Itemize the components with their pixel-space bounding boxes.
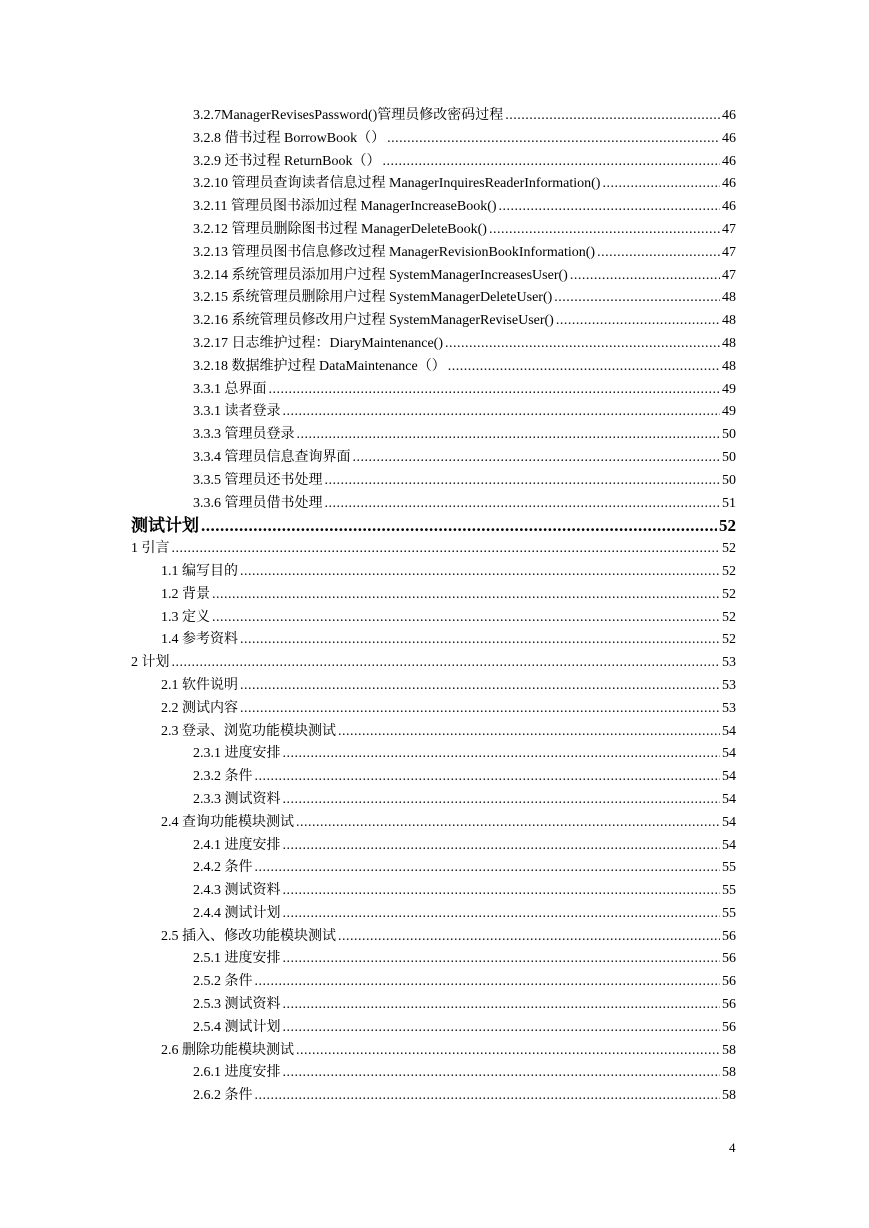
toc-leader-dots — [212, 607, 720, 630]
toc-leader-dots — [338, 926, 720, 949]
toc-entry-title: 2.6.1 进度安排 — [193, 1065, 281, 1081]
toc-entry-title: 3.2.18 数据维护过程 DataMaintenance（） — [193, 358, 446, 374]
toc-entry-page: 56 — [722, 951, 736, 967]
toc-entry[interactable] — [0, 173, 869, 196]
toc-leader-dots — [296, 812, 720, 835]
toc-entry[interactable] — [0, 880, 869, 903]
toc-entry-page: 52 — [722, 632, 736, 648]
toc-entry-title: 3.2.14 系统管理员添加用户过程 SystemManagerIncreasesUser() — [193, 267, 568, 283]
toc-entry-page: 53 — [722, 700, 736, 716]
toc-entry-title: 2.4 查询功能模块测试 — [161, 814, 294, 830]
toc-entry-page: 48 — [722, 335, 736, 351]
toc-entry[interactable] — [0, 1062, 869, 1085]
toc-leader-dots — [240, 698, 720, 721]
toc-leader-dots — [212, 584, 720, 607]
toc-entry-title: 2.2 测试内容 — [161, 700, 238, 716]
toc-entry-title: 2.5.4 测试计划 — [193, 1019, 281, 1035]
toc-leader-dots — [240, 629, 720, 652]
toc-leader-dots — [556, 310, 720, 333]
toc-entry[interactable] — [0, 721, 869, 744]
toc-entry-page: 55 — [722, 905, 736, 921]
toc-entry-page: 48 — [722, 358, 736, 374]
toc-leader-dots — [382, 151, 720, 174]
toc-entry-title: 3.2.15 系统管理员删除用户过程 SystemManagerDeleteUser() — [193, 290, 553, 306]
toc-entry-title: 2 计划 — [131, 655, 170, 671]
toc-entry-page: 54 — [722, 814, 736, 830]
toc-entry-page: 56 — [722, 997, 736, 1013]
toc-entry-page: 46 — [722, 176, 736, 192]
toc-entry[interactable] — [0, 584, 869, 607]
toc-entry[interactable] — [0, 470, 869, 493]
toc-entry-title: 2.1 软件说明 — [161, 677, 238, 693]
toc-leader-dots — [297, 424, 721, 447]
toc-entry-page: 48 — [722, 290, 736, 306]
toc-entry-title: 3.2.11 管理员图书添加过程 ManagerIncreaseBook() — [193, 199, 497, 215]
toc-entry-page: 54 — [722, 837, 736, 853]
toc-entry[interactable] — [0, 242, 869, 265]
toc-entry-title: 1 引言 — [131, 541, 170, 557]
toc-leader-dots — [283, 789, 721, 812]
toc-entry-title: 3.2.10 管理员查询读者信息过程 ManagerInquiresReaderInformation() — [193, 176, 601, 192]
toc-entry[interactable] — [0, 835, 869, 858]
toc-entry[interactable] — [0, 1085, 869, 1108]
toc-entry[interactable] — [0, 812, 869, 835]
toc-leader-dots — [489, 219, 720, 242]
toc-leader-dots — [353, 447, 721, 470]
toc-leader-dots — [554, 287, 720, 310]
toc-entry-page: 51 — [722, 495, 736, 511]
toc-leader-dots — [445, 333, 720, 356]
toc-entry[interactable] — [0, 971, 869, 994]
toc-entry-page: 58 — [722, 1088, 736, 1104]
toc-leader-dots — [255, 971, 721, 994]
toc-leader-dots — [201, 515, 717, 538]
toc-entry-title: 2.5 插入、修改功能模块测试 — [161, 928, 336, 944]
toc-entry[interactable] — [0, 1040, 869, 1063]
toc-entry-page: 58 — [722, 1065, 736, 1081]
toc-entry-page: 58 — [722, 1042, 736, 1058]
toc-leader-dots — [387, 128, 720, 151]
toc-entry-title: 2.4.2 条件 — [193, 860, 253, 876]
toc-leader-dots — [283, 948, 721, 971]
toc-entry[interactable] — [0, 743, 869, 766]
toc-entry-title: 3.3.1 读者登录 — [193, 404, 281, 420]
toc-entry-page: 46 — [722, 153, 736, 169]
toc-entry-title: 2.3.3 测试资料 — [193, 791, 281, 807]
toc-entry-page: 56 — [722, 928, 736, 944]
table-of-contents — [0, 105, 869, 1108]
toc-entry-title: 2.6.2 条件 — [193, 1088, 253, 1104]
toc-entry-title: 2.5.2 条件 — [193, 974, 253, 990]
toc-leader-dots — [505, 105, 720, 128]
toc-entry-page: 50 — [722, 449, 736, 465]
toc-entry-title: 1.2 背景 — [161, 586, 210, 602]
toc-entry[interactable] — [0, 310, 869, 333]
toc-entry[interactable] — [0, 1017, 869, 1040]
toc-entry[interactable] — [0, 903, 869, 926]
toc-entry[interactable] — [0, 652, 869, 675]
toc-entry[interactable] — [0, 196, 869, 219]
toc-entry-page: 47 — [722, 267, 736, 283]
toc-entry[interactable] — [0, 561, 869, 584]
toc-entry-page: 52 — [722, 586, 736, 602]
toc-leader-dots — [597, 242, 720, 265]
toc-entry-title: 2.4.4 测试计划 — [193, 905, 281, 921]
toc-entry-page: 53 — [722, 655, 736, 671]
toc-entry-title: 1.3 定义 — [161, 609, 210, 625]
toc-entry[interactable] — [0, 857, 869, 880]
toc-entry-page: 54 — [722, 791, 736, 807]
toc-leader-dots — [283, 1017, 721, 1040]
toc-entry-title: 2.3 登录、浏览功能模块测试 — [161, 723, 336, 739]
toc-leader-dots — [602, 173, 720, 196]
toc-entry-title: 2.3.1 进度安排 — [193, 746, 281, 762]
toc-leader-dots — [255, 1085, 721, 1108]
toc-entry[interactable] — [0, 493, 869, 516]
toc-leader-dots — [240, 561, 720, 584]
toc-leader-dots — [283, 743, 721, 766]
toc-entry-title: 3.3.5 管理员还书处理 — [193, 472, 323, 488]
toc-entry[interactable] — [0, 607, 869, 630]
toc-entry[interactable] — [0, 629, 869, 652]
toc-entry[interactable] — [0, 151, 869, 174]
toc-entry[interactable] — [0, 698, 869, 721]
toc-entry-title: 3.2.9 还书过程 ReturnBook（） — [193, 153, 381, 169]
toc-leader-dots — [283, 835, 721, 858]
toc-entry-page: 46 — [722, 108, 736, 123]
toc-entry-title: 2.4.3 测试资料 — [193, 883, 281, 899]
toc-entry-title: 2.6 删除功能模块测试 — [161, 1042, 294, 1058]
toc-entry-title: 2.4.1 进度安排 — [193, 837, 281, 853]
toc-entry-title: 3.3.1 总界面 — [193, 381, 267, 397]
toc-entry[interactable] — [0, 994, 869, 1017]
toc-entry-page: 52 — [722, 609, 736, 625]
toc-entry-title: 2.5.1 进度安排 — [193, 951, 281, 967]
toc-entry[interactable] — [0, 789, 869, 812]
toc-leader-dots — [296, 1040, 720, 1063]
toc-leader-dots — [240, 675, 720, 698]
toc-entry-title: 测试计划 — [131, 516, 199, 536]
toc-entry-page: 50 — [722, 472, 736, 488]
toc-entry-title: 3.2.16 系统管理员修改用户过程 SystemManagerReviseUser() — [193, 313, 554, 329]
toc-leader-dots — [448, 356, 720, 379]
toc-entry[interactable] — [0, 401, 869, 424]
toc-entry-page: 53 — [722, 677, 736, 693]
toc-leader-dots — [283, 880, 721, 903]
toc-entry-page: 46 — [722, 130, 736, 146]
toc-entry-page: 52 — [722, 541, 736, 557]
toc-entry-title: 3.3.6 管理员借书处理 — [193, 495, 323, 511]
toc-entry[interactable] — [0, 447, 869, 470]
toc-leader-dots — [325, 493, 721, 516]
toc-entry[interactable] — [0, 219, 869, 242]
toc-entry-page: 54 — [722, 723, 736, 739]
toc-leader-dots — [255, 857, 721, 880]
toc-entry-page: 46 — [722, 199, 736, 215]
toc-entry-page: 49 — [722, 381, 736, 397]
toc-entry-title: 1.4 参考资料 — [161, 632, 238, 648]
toc-entry-title: 1.1 编写目的 — [161, 563, 238, 579]
toc-entry-page: 50 — [722, 427, 736, 443]
toc-leader-dots — [172, 652, 721, 675]
toc-entry[interactable] — [0, 333, 869, 356]
toc-entry-title: 2.5.3 测试资料 — [193, 997, 281, 1013]
toc-leader-dots — [269, 379, 721, 402]
toc-leader-dots — [325, 470, 721, 493]
toc-leader-dots — [499, 196, 720, 219]
toc-entry[interactable] — [0, 424, 869, 447]
toc-entry-page: 47 — [722, 221, 736, 237]
toc-entry-title: 3.3.4 管理员信息查询界面 — [193, 449, 351, 465]
toc-entry-page: 54 — [722, 746, 736, 762]
toc-leader-dots — [172, 538, 721, 561]
toc-entry-page: 54 — [722, 769, 736, 785]
toc-leader-dots — [283, 401, 721, 424]
toc-entry-page: 48 — [722, 313, 736, 329]
toc-entry[interactable] — [0, 265, 869, 288]
toc-entry[interactable] — [0, 948, 869, 971]
page-number: 4 — [729, 1140, 736, 1155]
toc-leader-dots — [283, 994, 721, 1017]
toc-entry[interactable] — [0, 926, 869, 949]
toc-entry[interactable] — [0, 766, 869, 789]
toc-entry[interactable] — [0, 538, 869, 561]
toc-entry[interactable] — [0, 515, 869, 538]
toc-entry-page: 55 — [722, 883, 736, 899]
toc-entry-page: 56 — [722, 974, 736, 990]
toc-entry[interactable] — [0, 105, 869, 128]
toc-entry-page: 52 — [722, 563, 736, 579]
toc-leader-dots — [283, 1062, 721, 1085]
toc-entry-title: 3.2.12 管理员删除图书过程 ManagerDeleteBook() — [193, 221, 487, 237]
toc-leader-dots — [283, 903, 721, 926]
toc-leader-dots — [338, 721, 720, 744]
toc-entry-title: 3.2.13 管理员图书信息修改过程 ManagerRevisionBookInformation() — [193, 244, 596, 260]
toc-entry[interactable] — [0, 379, 869, 402]
toc-entry-page: 52 — [719, 516, 736, 536]
toc-entry-page: 49 — [722, 404, 736, 420]
toc-entry-title: 3.2.7ManagerRevisesPassword()管理员修改密码过程 — [193, 108, 504, 123]
toc-entry[interactable] — [0, 675, 869, 698]
toc-entry[interactable] — [0, 356, 869, 379]
toc-entry-page: 56 — [722, 1019, 736, 1035]
toc-entry-title: 3.2.8 借书过程 BorrowBook（） — [193, 130, 386, 146]
toc-entry-title: 3.3.3 管理员登录 — [193, 427, 295, 443]
toc-entry-page: 47 — [722, 244, 736, 260]
toc-entry[interactable] — [0, 287, 869, 310]
toc-entry-title: 3.2.17 日志维护过程：DiaryMaintenance() — [193, 335, 443, 351]
toc-entry-page: 55 — [722, 860, 736, 876]
toc-leader-dots — [255, 766, 721, 789]
toc-entry[interactable] — [0, 128, 869, 151]
toc-leader-dots — [570, 265, 720, 288]
toc-entry-title: 2.3.2 条件 — [193, 769, 253, 785]
